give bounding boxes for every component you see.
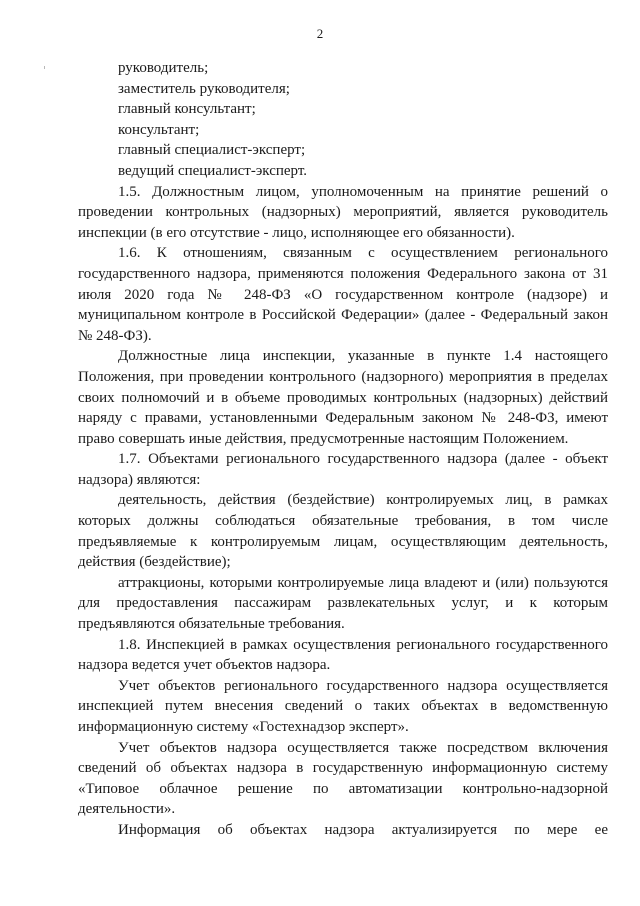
- list-item: главный специалист-эксперт;: [118, 142, 306, 159]
- paragraph-officials-rights: Должностные лица инспекции, указанные в пункте 1.4 настоящего Положения, при проведении контрольного (надзорного) мероприятия в пределах своих полномочий и в объеме проводимых контрольных (надзорных) действий наряду с правами, установленными Федеральным законом № 248-ФЗ, имеют право совершать иные действия, предусмотренные настоящим Положением.: [78, 348, 608, 447]
- paragraph-activity: деятельность, действия (бездействие) контролируемых лиц, в рамках которых должны соблюдаться обязательные требования, в том числе предъявляемые к контролируемым лицам, осуществляющим деятельность, действия (бездействие);: [78, 492, 608, 571]
- paragraph-accounting: Учет объектов регионального государственного надзора осуществляется инспекцией путем внесения сведений о таких объектах в ведомственную информационную систему «Гостехнадзор эксперт».: [78, 677, 608, 735]
- list-item: консультант;: [118, 121, 200, 138]
- paragraph-1-8: 1.8. Инспекцией в рамках осуществления регионального государственного надзора ведется учет объектов надзора.: [78, 636, 608, 674]
- document-body: [78, 58, 608, 841]
- page-number: 2: [316, 26, 324, 41]
- list-item: главный консультант;: [118, 101, 256, 118]
- paragraph-info-update: Информация об объектах надзора актуализируется по мере ее: [118, 821, 608, 838]
- list-item: руководитель;: [118, 60, 209, 76]
- paragraph-1-6: 1.6. К отношениям, связанным с осуществлением регионального государственного надзора, применяются положения Федерального закона от 31 июля 2020 года № 248-ФЗ «О государственном контроле (надзоре) и муниципальном контроле в Российской Федерации» (далее - Федеральный закон № 248-ФЗ).: [78, 245, 608, 344]
- paragraph-1-7: 1.7. Объектами регионального государственного надзора (далее - объект надзора) являются:: [78, 451, 608, 488]
- paragraph-gis-accounting: Учет объектов надзора осуществляется также посредством включения сведений об объектах надзора в государственную информационную систему «Типовое облачное решение по автоматизации контрольно-надзорной деятельности».: [78, 739, 608, 818]
- paragraph-attractions: аттракционы, которыми контролируемые лица владеют и (или) пользуются для предоставления пассажирам развлекательных услуг, и к которым предъявляются обязательные требования.: [78, 574, 608, 633]
- list-item: ведущий специалист-эксперт.: [118, 162, 308, 179]
- scan-mark: [44, 66, 45, 69]
- paragraph-1-5: 1.5. Должностным лицом, уполномоченным на принятие решений о проведении контрольных (надзорных) мероприятий, является руководитель инспекции (в его отсутствие - лицо, исполняющее его обязанности).: [78, 183, 608, 241]
- list-item: заместитель руководителя;: [118, 80, 290, 97]
